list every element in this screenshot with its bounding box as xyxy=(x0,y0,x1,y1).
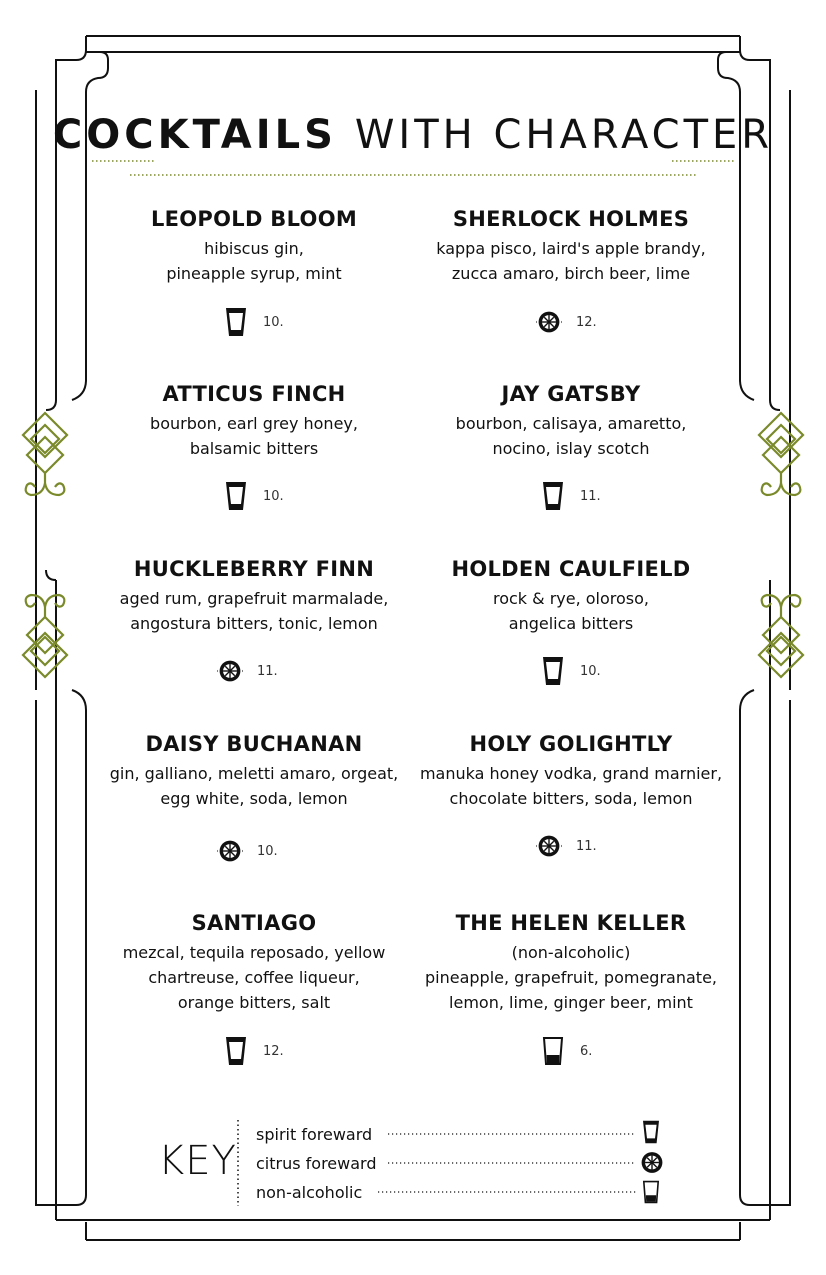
drink-name: SANTIAGO xyxy=(191,911,317,935)
key-item-spirit xyxy=(256,1121,372,1147)
drink-price: 10. xyxy=(263,314,284,330)
ingredient-line: angelica bitters xyxy=(508,614,634,633)
ingredient-line: chartreuse, coffee liqueur, xyxy=(148,968,360,987)
key-label: non-alcoholic xyxy=(256,1182,363,1202)
drink-name: THE HELEN KELLER xyxy=(455,911,687,935)
key-title: KEY xyxy=(158,1138,237,1184)
drink-ingredients xyxy=(416,236,726,286)
spirit-icon xyxy=(540,656,566,686)
drink-name: HUCKLEBERRY FINN xyxy=(133,557,375,581)
drink-ingredients xyxy=(99,940,409,1015)
drink-price: 12. xyxy=(576,314,597,330)
non-alcoholic-icon xyxy=(642,1180,660,1208)
ingredient-line: bourbon, calisaya, amaretto, xyxy=(455,414,687,433)
drink-marker xyxy=(536,305,597,339)
ingredient-line: pineapple, grapefruit, pomegranate, xyxy=(424,968,717,987)
ingredient-line: hibiscus gin, xyxy=(204,239,304,258)
ingredient-line: aged rum, grapefruit marmalade, xyxy=(119,589,389,608)
citrus-icon xyxy=(217,656,243,686)
drink-price: 12. xyxy=(263,1043,284,1059)
drink-huckleberry-finn xyxy=(99,555,409,636)
drink-name: LEOPOLD BLOOM xyxy=(150,207,358,231)
drink-name: JAY GATSBY xyxy=(501,382,641,406)
drink-atticus-finch xyxy=(99,380,409,461)
ingredient-line: mezcal, tequila reposado, yellow xyxy=(122,943,386,962)
ingredient-line: (non-alcoholic) xyxy=(511,943,631,962)
spirit-icon xyxy=(223,1036,249,1066)
ingredient-line: zucca amaro, birch beer, lime xyxy=(451,264,691,283)
drink-price: 11. xyxy=(580,488,601,504)
drink-price: 11. xyxy=(576,838,597,854)
drink-the-helen-keller xyxy=(416,909,726,1015)
drink-name: DAISY BUCHANAN xyxy=(145,732,363,756)
drink-marker xyxy=(223,1034,284,1068)
drink-marker xyxy=(223,479,284,513)
key-label: spirit foreward xyxy=(256,1124,373,1144)
ingredient-line: balsamic bitters xyxy=(189,439,319,458)
citrus-icon xyxy=(639,1151,665,1178)
drink-marker xyxy=(536,829,597,863)
drink-price: 6. xyxy=(580,1043,593,1059)
non-alcoholic-icon xyxy=(540,1036,566,1066)
title-light: WITH CHARACTER xyxy=(354,112,774,158)
drink-ingredients xyxy=(416,411,726,461)
drink-marker xyxy=(540,479,601,513)
spirit-icon xyxy=(642,1120,660,1148)
ingredient-line: rock & rye, oloroso, xyxy=(492,589,650,608)
ingredient-line: pineapple syrup, mint xyxy=(166,264,342,283)
key-item-non-alcoholic xyxy=(256,1179,362,1205)
drink-name: HOLY GOLIGHTLY xyxy=(469,732,673,756)
drink-holden-caulfield xyxy=(416,555,726,636)
drink-name: ATTICUS FINCH xyxy=(162,382,346,406)
drink-ingredients xyxy=(416,940,726,1015)
drink-holy-golightly xyxy=(416,730,726,811)
drink-marker xyxy=(540,654,601,688)
drink-ingredients xyxy=(416,761,726,811)
spirit-icon xyxy=(223,481,249,511)
drink-ingredients xyxy=(416,586,726,636)
ingredient-line: lemon, lime, ginger beer, mint xyxy=(449,993,693,1012)
ingredient-line: angostura bitters, tonic, lemon xyxy=(130,614,378,633)
drink-name: HOLDEN CAULFIELD xyxy=(451,557,691,581)
key-label: citrus foreward xyxy=(256,1153,377,1173)
drink-marker xyxy=(217,834,278,868)
drink-ingredients xyxy=(99,586,409,636)
drink-price: 10. xyxy=(263,488,284,504)
ingredient-line: manuka honey vodka, grand marnier, xyxy=(419,764,723,783)
drink-price: 10. xyxy=(580,663,601,679)
citrus-icon xyxy=(536,831,562,861)
ingredient-line: chocolate bitters, soda, lemon xyxy=(449,789,693,808)
drink-price: 10. xyxy=(257,843,278,859)
drink-marker xyxy=(540,1034,592,1068)
ingredient-line: bourbon, earl grey honey, xyxy=(150,414,358,433)
drink-ingredients xyxy=(99,411,409,461)
drink-marker xyxy=(223,305,284,339)
ingredient-line: gin, galliano, meletti amaro, orgeat, xyxy=(109,764,399,783)
drink-ingredients xyxy=(99,236,409,286)
drink-sherlock-holmes xyxy=(416,205,726,286)
ingredient-line: orange bitters, salt xyxy=(177,993,331,1012)
ingredient-line: nocino, islay scotch xyxy=(492,439,650,458)
citrus-icon xyxy=(536,307,562,337)
ingredient-line: egg white, soda, lemon xyxy=(160,789,348,808)
drink-jay-gatsby xyxy=(416,380,726,461)
drink-santiago xyxy=(99,909,409,1015)
menu-title xyxy=(0,112,826,158)
drink-leopold-bloom xyxy=(99,205,409,286)
drink-marker xyxy=(217,654,278,688)
spirit-icon xyxy=(223,307,249,337)
drink-price: 11. xyxy=(257,663,278,679)
ingredient-line: kappa pisco, laird's apple brandy, xyxy=(436,239,706,258)
drink-name: SHERLOCK HOLMES xyxy=(452,207,690,231)
drink-daisy-buchanan xyxy=(99,730,409,811)
spirit-icon xyxy=(540,481,566,511)
citrus-icon xyxy=(217,836,243,866)
title-bold: COCKTAILS xyxy=(52,112,337,158)
drink-ingredients xyxy=(99,761,409,811)
key-item-citrus xyxy=(256,1150,377,1176)
